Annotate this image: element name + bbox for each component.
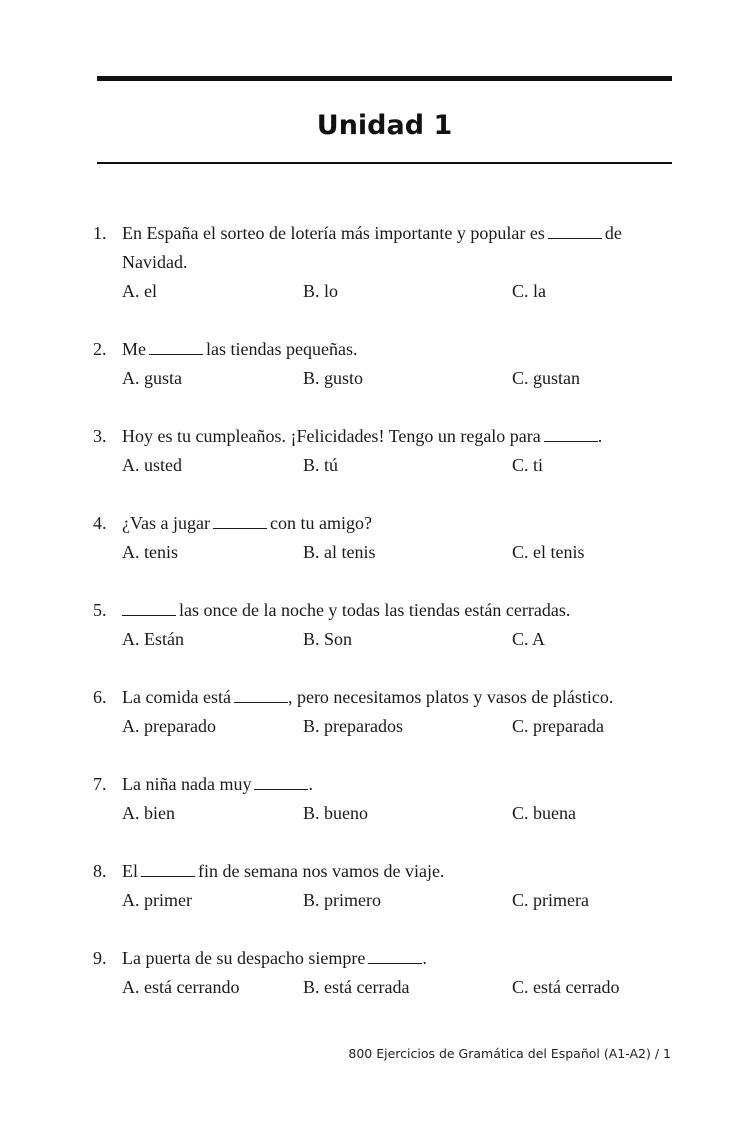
option-a: A. usted: [122, 455, 182, 475]
stem-before: Hoy es tu cumpleaños. ¡Felicidades! Tengo un regalo para: [122, 426, 541, 446]
option-b: B. está cerrada: [303, 977, 410, 997]
question-8: [93, 857, 673, 915]
question-5: [93, 596, 673, 654]
answer-options: [122, 799, 673, 828]
footer-separator: /: [654, 1046, 660, 1061]
book-title: 800 Ejercicios de Gramática del Español (A1-A2): [348, 1046, 651, 1061]
answer-blank: [368, 948, 422, 964]
option-c: C. la: [512, 281, 546, 301]
stem-before: La comida está: [122, 687, 231, 707]
answer-blank: [234, 687, 288, 703]
question-9: [93, 944, 673, 1002]
question-number: 7.: [93, 774, 107, 794]
option-b: B. lo: [303, 281, 339, 301]
stem-after: .: [422, 948, 427, 968]
option-c: C. A: [512, 629, 546, 649]
answer-blank: [122, 600, 176, 616]
option-c: C. buena: [512, 803, 576, 823]
unit-title: Unidad 1: [316, 110, 453, 141]
stem-after: las once de la noche y todas las tiendas están cerradas.: [179, 600, 571, 620]
answer-options: [122, 364, 673, 393]
answer-blank: [141, 861, 195, 877]
answer-options: [122, 451, 673, 480]
option-c: C. primera: [512, 890, 589, 910]
question-1: [93, 219, 673, 306]
question-stem: [122, 857, 673, 886]
answer-options: [122, 973, 673, 1002]
question-6: [93, 683, 673, 741]
stem-before: ¿Vas a jugar: [122, 513, 210, 533]
answer-blank: [544, 426, 598, 442]
stem-after: las tiendas pequeñas.: [206, 339, 358, 359]
answer-blank: [213, 513, 267, 529]
page-footer: [348, 1044, 671, 1064]
stem-after: fin de semana nos vamos de viaje.: [198, 861, 445, 881]
question-number: 3.: [93, 426, 107, 446]
question-stem: [122, 422, 673, 451]
answer-blank: [548, 223, 602, 239]
stem-after: , pero necesitamos platos y vasos de plástico.: [287, 687, 614, 707]
title-rule: [97, 162, 672, 164]
option-c: C. gustan: [512, 368, 581, 388]
answer-options: [122, 886, 673, 915]
option-a: A. el: [122, 281, 157, 301]
stem-after: de Navidad.: [122, 223, 622, 272]
option-a: A. bien: [122, 803, 175, 823]
stem-after: .: [308, 774, 313, 794]
option-c: C. el tenis: [512, 542, 585, 562]
answer-blank: [254, 774, 308, 790]
option-b: B. gusto: [303, 368, 364, 388]
stem-before: La puerta de su despacho siempre: [122, 948, 366, 968]
option-c: C. está cerrado: [512, 977, 620, 997]
option-a: A. tenis: [122, 542, 178, 562]
question-number: 8.: [93, 861, 107, 881]
stem-before: Me: [122, 339, 146, 359]
page-number: 1: [663, 1046, 671, 1061]
option-a: A. Están: [122, 629, 184, 649]
exercise-list: [93, 219, 673, 1031]
question-number: 2.: [93, 339, 107, 359]
option-c: C. ti: [512, 455, 544, 475]
option-b: B. preparados: [303, 716, 403, 736]
option-b: B. Son: [303, 629, 353, 649]
option-a: A. está cerrando: [122, 977, 240, 997]
stem-after: .: [597, 426, 603, 446]
top-rule: [97, 76, 672, 81]
question-stem: [122, 944, 673, 973]
option-b: B. bueno: [303, 803, 368, 823]
question-2: [93, 335, 673, 393]
question-number: 1.: [93, 223, 107, 243]
question-stem: [122, 219, 673, 277]
answer-options: [122, 538, 673, 567]
stem-before: En España el sorteo de lotería más importante y popular es: [122, 223, 545, 243]
question-number: 4.: [93, 513, 107, 533]
question-number: 9.: [93, 948, 107, 968]
question-stem: [122, 335, 673, 364]
stem-before: El: [122, 861, 138, 881]
answer-blank: [149, 339, 203, 355]
option-b: B. al tenis: [303, 542, 376, 562]
answer-options: [122, 277, 673, 306]
option-a: A. preparado: [122, 716, 216, 736]
question-3: [93, 422, 673, 480]
question-4: [93, 509, 673, 567]
question-stem: [122, 683, 673, 712]
stem-before: La niña nada muy: [122, 774, 252, 794]
question-stem: [122, 509, 673, 538]
option-a: A. primer: [122, 890, 192, 910]
stem-after: con tu amigo?: [269, 513, 372, 533]
option-b: B. primero: [303, 890, 381, 910]
option-b: B. tú: [303, 455, 339, 475]
question-stem: [122, 596, 673, 625]
answer-options: [122, 625, 673, 654]
option-c: C. preparada: [512, 716, 604, 736]
question-number: 6.: [93, 687, 107, 707]
question-7: [93, 770, 673, 828]
answer-options: [122, 712, 673, 741]
option-a: A. gusta: [122, 368, 182, 388]
question-stem: [122, 770, 673, 799]
question-number: 5.: [93, 600, 107, 620]
